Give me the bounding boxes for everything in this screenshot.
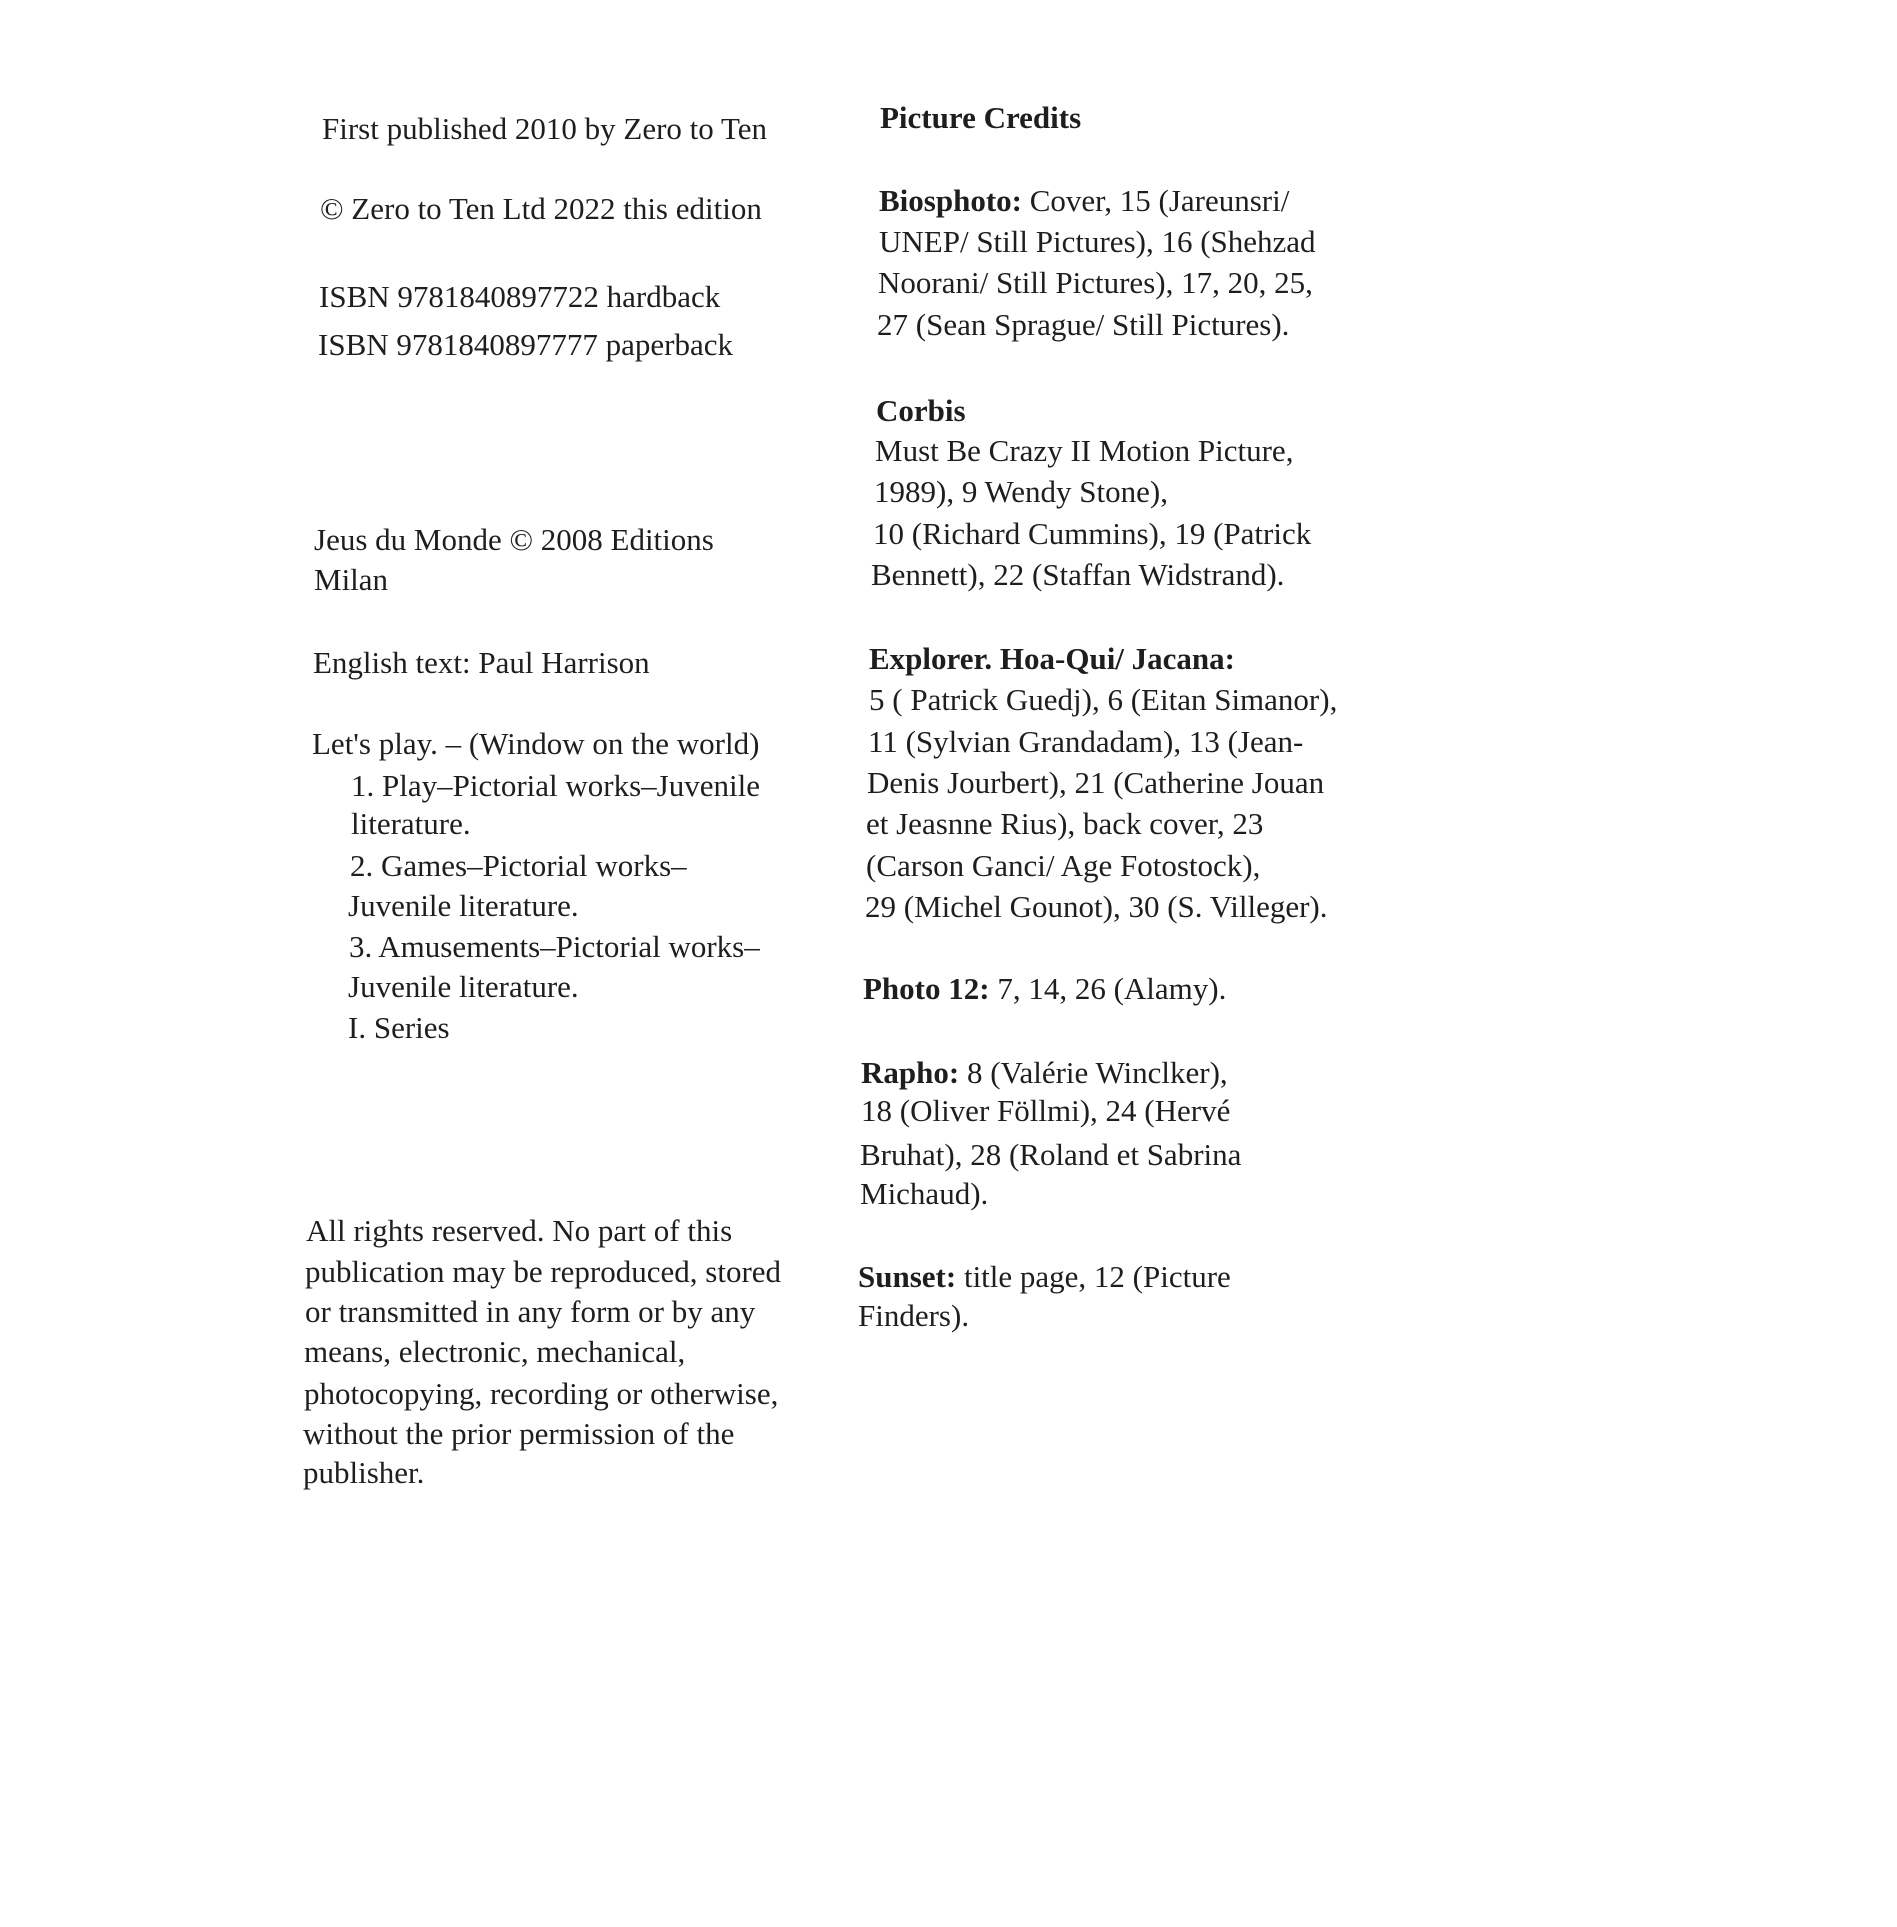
rights-line: without the prior permission of the bbox=[303, 1416, 735, 1451]
cataloguing-line: 3. Amusements–Pictorial works– bbox=[349, 929, 760, 964]
credit-line: 10 (Richard Cummins), 19 (Patrick bbox=[873, 516, 1312, 551]
credit-line: Denis Jourbert), 21 (Catherine Jouan bbox=[867, 765, 1325, 800]
credit-line: Finders). bbox=[858, 1298, 970, 1333]
rights-line: publication may be reproduced, stored bbox=[305, 1254, 782, 1289]
credit-line: 1989), 9 Wendy Stone), bbox=[874, 474, 1168, 509]
credit-line: 27 (Sean Sprague/ Still Pictures). bbox=[877, 307, 1290, 342]
credit-text: title page, 12 (Picture bbox=[956, 1259, 1231, 1294]
credit-line: (Carson Ganci/ Age Fotostock), bbox=[866, 848, 1261, 883]
cataloguing-line: Juvenile literature. bbox=[348, 888, 579, 923]
rights-line: All rights reserved. No part of this bbox=[306, 1213, 733, 1248]
english-text-credit: English text: Paul Harrison bbox=[313, 645, 650, 680]
credit-line bbox=[858, 1259, 1231, 1295]
credit-source-biosphoto: Biosphoto: bbox=[879, 183, 1022, 218]
cataloguing-line: 1. Play–Pictorial works–Juvenile bbox=[351, 768, 760, 803]
credit-source-rapho: Rapho: bbox=[861, 1055, 960, 1090]
picture-credits-title: Picture Credits bbox=[880, 100, 1082, 135]
credit-line: Must Be Crazy II Motion Picture, bbox=[875, 433, 1294, 468]
credit-line bbox=[879, 183, 1289, 219]
credit-line: 18 (Oliver Föllmi), 24 (Hervé bbox=[861, 1093, 1231, 1128]
credit-source-corbis: Corbis bbox=[876, 393, 966, 428]
cataloguing-line: literature. bbox=[351, 806, 471, 841]
rights-line: publisher. bbox=[303, 1455, 425, 1490]
credit-line bbox=[861, 1055, 1228, 1091]
isbn-paperback: ISBN 9781840897777 paperback bbox=[318, 327, 733, 362]
copyright-line: © Zero to Ten Ltd 2022 this edition bbox=[320, 191, 762, 226]
rights-line: photocopying, recording or otherwise, bbox=[304, 1376, 779, 1411]
credit-line bbox=[863, 971, 1226, 1007]
credit-line: Bennett), 22 (Staffan Widstrand). bbox=[871, 557, 1285, 592]
original-edition-line: Jeus du Monde © 2008 Editions bbox=[314, 522, 714, 557]
isbn-hardback: ISBN 9781840897722 hardback bbox=[319, 279, 721, 314]
rights-line: or transmitted in any form or by any bbox=[305, 1294, 756, 1329]
credit-line: et Jeasnne Rius), back cover, 23 bbox=[866, 806, 1264, 841]
cataloguing-line: Let's play. – (Window on the world) bbox=[312, 726, 760, 761]
credit-line: 29 (Michel Gounot), 30 (S. Villeger). bbox=[865, 889, 1328, 924]
credit-line: Noorani/ Still Pictures), 17, 20, 25, bbox=[878, 265, 1313, 300]
first-published: First published 2010 by Zero to Ten bbox=[322, 111, 768, 146]
credit-text: 8 (Valérie Winclker), bbox=[959, 1055, 1228, 1090]
credit-line: UNEP/ Still Pictures), 16 (Shehzad bbox=[879, 224, 1316, 259]
credit-line: Bruhat), 28 (Roland et Sabrina bbox=[860, 1137, 1242, 1172]
credit-line: Michaud). bbox=[860, 1176, 989, 1211]
credit-source-photo12: Photo 12: bbox=[863, 971, 990, 1006]
credit-text: Cover, 15 (Jareunsri/ bbox=[1021, 183, 1290, 218]
credit-source-sunset: Sunset: bbox=[858, 1259, 957, 1294]
credit-line: 5 ( Patrick Guedj), 6 (Eitan Simanor), bbox=[869, 682, 1338, 717]
rights-line: means, electronic, mechanical, bbox=[304, 1334, 686, 1369]
cataloguing-line: Juvenile literature. bbox=[348, 969, 579, 1004]
credit-text: 7, 14, 26 (Alamy). bbox=[989, 971, 1227, 1006]
credit-line: 11 (Sylvian Grandadam), 13 (Jean- bbox=[868, 724, 1304, 759]
original-edition-line: Milan bbox=[314, 562, 389, 597]
credit-source-explorer: Explorer. Hoa-Qui/ Jacana: bbox=[869, 641, 1235, 676]
cataloguing-line: 2. Games–Pictorial works– bbox=[350, 848, 687, 883]
cataloguing-line: I. Series bbox=[348, 1010, 450, 1045]
